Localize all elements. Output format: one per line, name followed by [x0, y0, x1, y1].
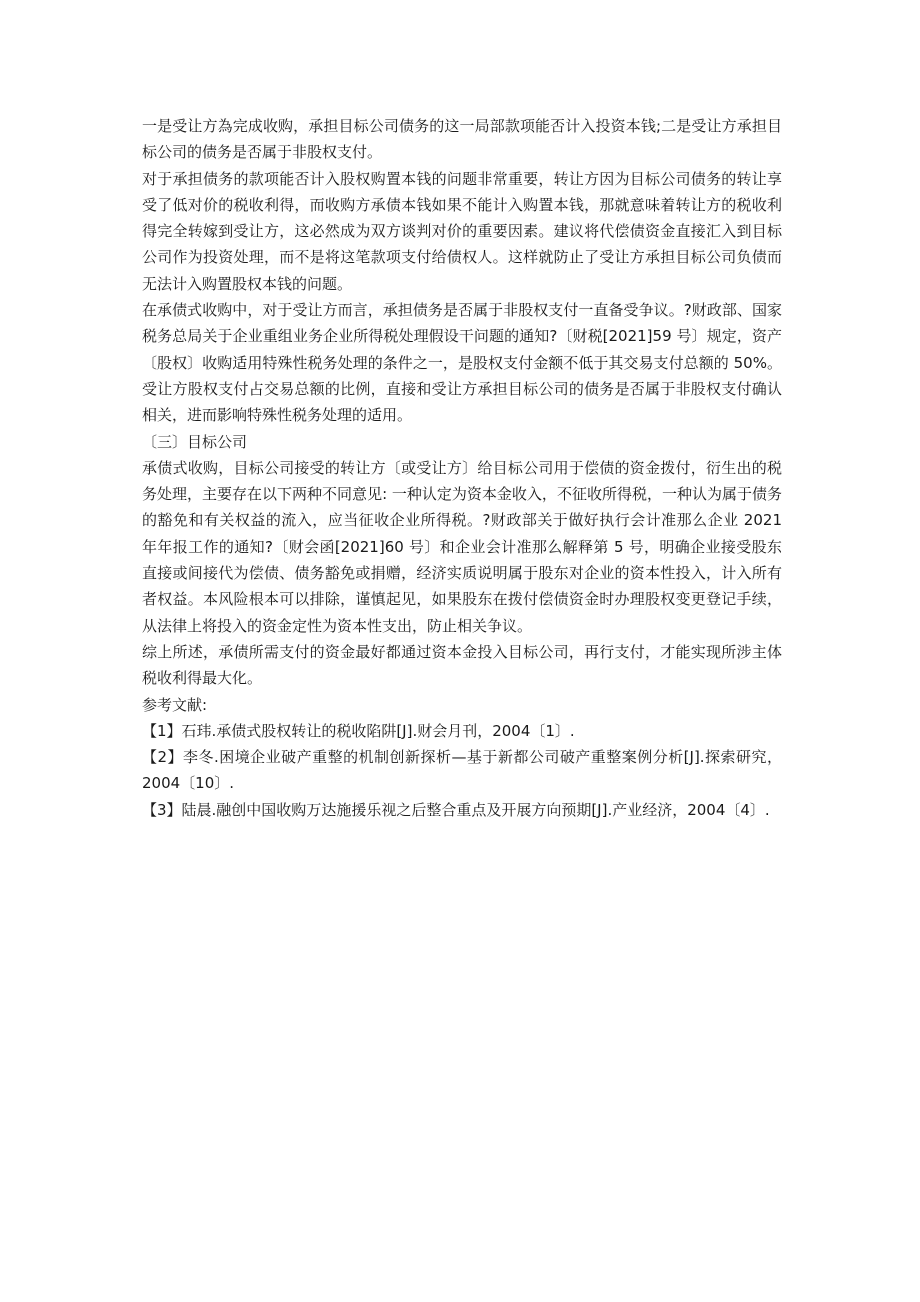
reference-item-3: 【3】陆晨.融创中国收购万达施援乐视之后整合重点及开展方向预期[J].产业经济，2004〔4〕.	[142, 800, 770, 819]
section-heading: 〔三〕目标公司	[142, 432, 248, 451]
paragraph-5: 综上所述，承债所需支付的资金最好都通过资本金投入目标公司，再行支付，才能实现所涉主体税收利得最大化。	[142, 642, 782, 688]
paragraph-1: 一是受让方為完成收购，承担目标公司债务的这一局部款项能否计入投资本钱;二是受让方承担目标公司的债务是否属于非股权支付。	[142, 117, 782, 162]
paragraph-2: 对于承担债务的款项能否计入股权购置本钱的问题非常重要，转让方因为目标公司债务的转让享受了低对价的税收利得，而收购方承债本钱如果不能计入购置本钱，那就意味着转让方的税收利得完全转嫁到受让方，这必然成为双方谈判对价的重要因素。建议将代偿债资金直接汇入到目标公司作为投资处理，而不是将这笔款项支付给债权人。这样就防止了受让方承担目标公司负债而无法计入购置股权本钱的问题。	[142, 169, 782, 293]
references-heading: 参考文献:	[142, 695, 208, 714]
paragraph-3: 在承债式收购中，对于受让方而言，承担债务是否属于非股权支付一直备受争议。?财政部、国家税务总局关于企业重组业务企业所得税处理假设干问题的通知?〔财税[2021]59 号〕规定，资产〔股权〕收购适用特殊性税务处理的条件之一，是股权支付金额不低于其交易支付总额的 50%。受让方股权支付占交易总额的比例，直接和受让方承担目标公司的债务是否属于非股权支付确认相关，进而影响特殊性税务处理的适用。	[142, 301, 782, 425]
paragraph-4: 承债式收购，目标公司接受的转让方〔或受让方〕给目标公司用于偿债的资金拨付，衍生出的税务处理，主要存在以下两种不同意见: 一种认定为资本金收入，不征收所得税，一种认为属于债务的豁免和有关权益的流入，应当征收企业所得税。?财政部关于做好执行会计准那么企业 2021 年年报工作的通知?〔财会函[2021]60 号〕和企业会计准那么解释第 5 号，明确企业接受股东直接或间接代为偿债、债务豁免或捐赠，经济实质说明属于股东对企业的资本性投入，计入所有者权益。本风险根本可以排除，谨慎起见，如果股东在拨付偿债资金时办理股权变更登记手续，从法律上将投入的资金定性为资本性支出，防止相关争议。	[142, 458, 782, 635]
reference-item-2: 【2】李冬.困境企业破产重整的机制创新探析—基于新都公司破产重整案例分析[J].探索研究，2004〔10〕.	[142, 748, 782, 793]
reference-item-1: 【1】石玮.承债式股权转让的税收陷阱[J].财会月刊，2004〔1〕.	[142, 721, 575, 740]
document-body	[142, 113, 782, 823]
